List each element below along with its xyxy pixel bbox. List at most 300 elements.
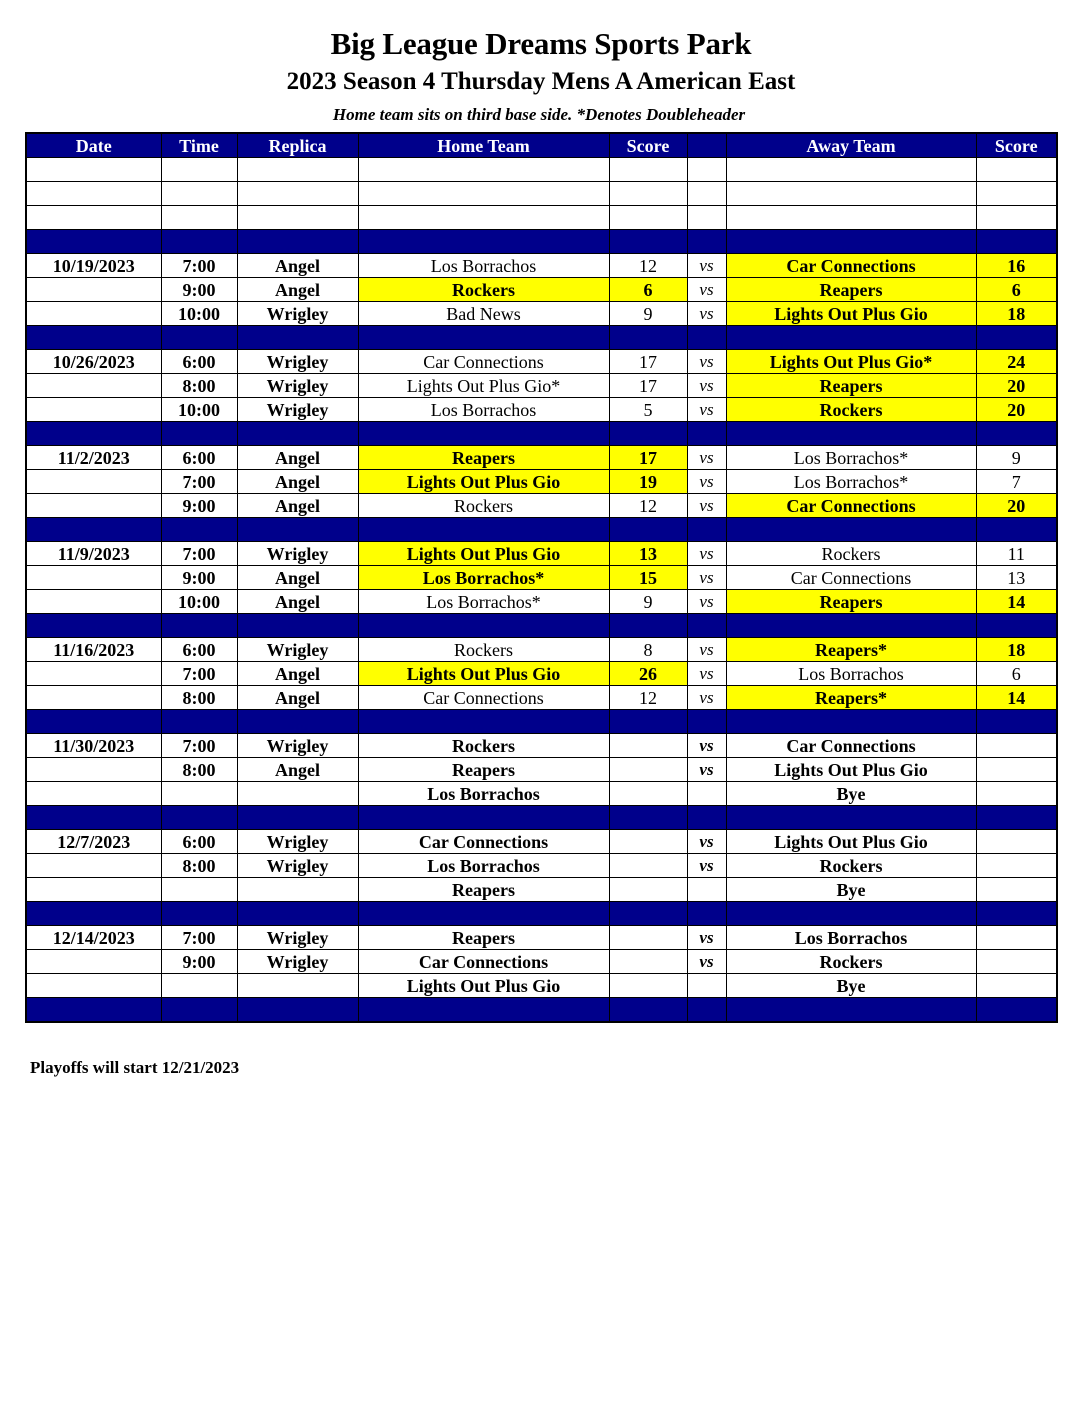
game-row xyxy=(26,446,1057,470)
vs-cell: vs xyxy=(687,374,726,398)
home-team-cell: Los Borrachos* xyxy=(358,590,609,614)
away-score-cell: 24 xyxy=(976,350,1057,374)
divider-cell xyxy=(687,710,726,734)
game-row xyxy=(26,254,1057,278)
date-cell: 12/14/2023 xyxy=(26,926,161,950)
replica-cell xyxy=(237,782,358,806)
replica-cell: Wrigley xyxy=(237,374,358,398)
blank-cell xyxy=(687,206,726,230)
home-team-cell: Rockers xyxy=(358,494,609,518)
col-header-time: Time xyxy=(161,133,237,158)
blank-row xyxy=(26,182,1057,206)
divider-cell xyxy=(609,902,687,926)
divider-cell xyxy=(237,230,358,254)
divider-cell xyxy=(609,230,687,254)
blank-cell xyxy=(26,158,161,182)
divider-cell xyxy=(161,518,237,542)
divider-cell xyxy=(726,326,976,350)
date-cell: 11/16/2023 xyxy=(26,638,161,662)
away-team-cell: Rockers xyxy=(726,542,976,566)
game-row xyxy=(26,350,1057,374)
divider-cell xyxy=(161,998,237,1023)
game-row xyxy=(26,542,1057,566)
date-cell: 11/9/2023 xyxy=(26,542,161,566)
page-subtitle: 2023 Season 4 Thursday Mens A American East xyxy=(286,68,796,95)
home-team-cell: Car Connections xyxy=(358,350,609,374)
home-score-cell: 5 xyxy=(609,398,687,422)
game-row xyxy=(26,638,1057,662)
vs-cell: vs xyxy=(687,398,726,422)
away-team-cell: Lights Out Plus Gio xyxy=(726,830,976,854)
divider-cell xyxy=(609,806,687,830)
divider-cell xyxy=(726,614,976,638)
home-team-cell: Car Connections xyxy=(358,686,609,710)
time-cell: 10:00 xyxy=(161,302,237,326)
game-row xyxy=(26,926,1057,950)
time-cell: 9:00 xyxy=(161,278,237,302)
home-score-cell: 17 xyxy=(609,374,687,398)
divider-row xyxy=(26,518,1057,542)
time-cell: 8:00 xyxy=(161,374,237,398)
vs-cell xyxy=(687,782,726,806)
divider-cell xyxy=(26,422,161,446)
replica-cell: Angel xyxy=(237,662,358,686)
vs-cell: vs xyxy=(687,950,726,974)
home-team-cell: Lights Out Plus Gio xyxy=(358,662,609,686)
away-team-cell: Reapers xyxy=(726,590,976,614)
time-cell: 10:00 xyxy=(161,398,237,422)
home-team-cell: Reapers xyxy=(358,758,609,782)
divider-cell xyxy=(687,230,726,254)
divider-cell xyxy=(237,902,358,926)
vs-cell: vs xyxy=(687,926,726,950)
replica-cell: Wrigley xyxy=(237,302,358,326)
divider-cell xyxy=(976,902,1057,926)
date-cell xyxy=(26,302,161,326)
date-cell xyxy=(26,590,161,614)
date-cell xyxy=(26,950,161,974)
col-header-replica: Replica xyxy=(237,133,358,158)
divider-row xyxy=(26,422,1057,446)
divider-cell xyxy=(687,326,726,350)
vs-cell: vs xyxy=(687,590,726,614)
blank-cell xyxy=(26,206,161,230)
divider-cell xyxy=(358,710,609,734)
col-header-vs xyxy=(687,133,726,158)
game-row xyxy=(26,734,1057,758)
schedule-table xyxy=(25,132,1058,1023)
date-cell: 11/30/2023 xyxy=(26,734,161,758)
page-title: Big League Dreams Sports Park xyxy=(330,26,752,61)
divider-cell xyxy=(237,422,358,446)
away-team-cell: Car Connections xyxy=(726,254,976,278)
home-team-cell: Los Borrachos xyxy=(358,854,609,878)
date-cell xyxy=(26,686,161,710)
divider-cell xyxy=(161,614,237,638)
home-team-cell: Los Borrachos* xyxy=(358,566,609,590)
away-team-cell: Car Connections xyxy=(726,494,976,518)
blank-cell xyxy=(161,158,237,182)
date-cell: 12/7/2023 xyxy=(26,830,161,854)
divider-cell xyxy=(726,710,976,734)
home-team-cell: Bad News xyxy=(358,302,609,326)
blank-cell xyxy=(161,206,237,230)
divider-cell xyxy=(976,998,1057,1023)
time-cell: 7:00 xyxy=(161,470,237,494)
vs-cell: vs xyxy=(687,470,726,494)
time-cell: 9:00 xyxy=(161,950,237,974)
divider-cell xyxy=(26,230,161,254)
time-cell: 7:00 xyxy=(161,254,237,278)
away-score-cell: 9 xyxy=(976,446,1057,470)
replica-cell: Angel xyxy=(237,278,358,302)
home-score-cell: 9 xyxy=(609,590,687,614)
game-row xyxy=(26,662,1057,686)
replica-cell: Angel xyxy=(237,686,358,710)
divider-cell xyxy=(161,902,237,926)
vs-cell: vs xyxy=(687,278,726,302)
date-cell xyxy=(26,854,161,878)
replica-cell: Angel xyxy=(237,446,358,470)
divider-cell xyxy=(161,806,237,830)
home-score-cell xyxy=(609,830,687,854)
game-row xyxy=(26,974,1057,998)
game-row xyxy=(26,782,1057,806)
time-cell: 6:00 xyxy=(161,830,237,854)
home-team-cell: Los Borrachos xyxy=(358,782,609,806)
time-cell: 6:00 xyxy=(161,638,237,662)
divider-row xyxy=(26,806,1057,830)
blank-row xyxy=(26,158,1057,182)
divider-cell xyxy=(609,710,687,734)
divider-cell xyxy=(161,710,237,734)
divider-cell xyxy=(161,326,237,350)
divider-cell xyxy=(976,710,1057,734)
divider-cell xyxy=(976,518,1057,542)
replica-cell: Wrigley xyxy=(237,542,358,566)
blank-row xyxy=(26,206,1057,230)
replica-cell xyxy=(237,878,358,902)
home-score-cell xyxy=(609,878,687,902)
blank-cell xyxy=(726,182,976,206)
replica-cell: Wrigley xyxy=(237,854,358,878)
game-row xyxy=(26,398,1057,422)
away-team-cell: Rockers xyxy=(726,398,976,422)
game-row xyxy=(26,302,1057,326)
away-score-cell xyxy=(976,782,1057,806)
replica-cell: Wrigley xyxy=(237,926,358,950)
game-row xyxy=(26,278,1057,302)
divider-cell xyxy=(976,422,1057,446)
vs-cell xyxy=(687,974,726,998)
divider-row xyxy=(26,614,1057,638)
divider-cell xyxy=(358,518,609,542)
home-team-cell: Lights Out Plus Gio* xyxy=(358,374,609,398)
divider-cell xyxy=(726,518,976,542)
home-team-cell: Lights Out Plus Gio xyxy=(358,974,609,998)
home-score-cell: 17 xyxy=(609,350,687,374)
away-score-cell xyxy=(976,878,1057,902)
col-header-away-score: Score xyxy=(976,133,1057,158)
replica-cell: Wrigley xyxy=(237,734,358,758)
away-team-cell: Lights Out Plus Gio* xyxy=(726,350,976,374)
vs-cell: vs xyxy=(687,758,726,782)
divider-cell xyxy=(237,710,358,734)
date-cell xyxy=(26,878,161,902)
away-score-cell xyxy=(976,734,1057,758)
divider-cell xyxy=(726,902,976,926)
replica-cell: Angel xyxy=(237,758,358,782)
home-team-cell: Los Borrachos xyxy=(358,398,609,422)
col-header-home-score: Score xyxy=(609,133,687,158)
away-score-cell: 20 xyxy=(976,494,1057,518)
home-team-cell: Lights Out Plus Gio xyxy=(358,470,609,494)
divider-cell xyxy=(161,230,237,254)
away-team-cell: Reapers xyxy=(726,278,976,302)
date-cell: 11/2/2023 xyxy=(26,446,161,470)
away-team-cell: Lights Out Plus Gio xyxy=(726,758,976,782)
game-row xyxy=(26,470,1057,494)
vs-cell: vs xyxy=(687,302,726,326)
away-team-cell: Bye xyxy=(726,782,976,806)
home-score-cell: 12 xyxy=(609,494,687,518)
divider-cell xyxy=(726,230,976,254)
away-team-cell: Rockers xyxy=(726,854,976,878)
home-score-cell xyxy=(609,758,687,782)
blank-cell xyxy=(358,182,609,206)
vs-cell: vs xyxy=(687,854,726,878)
home-score-cell xyxy=(609,734,687,758)
time-cell: 10:00 xyxy=(161,590,237,614)
away-team-cell: Los Borrachos xyxy=(726,926,976,950)
divider-row xyxy=(26,710,1057,734)
divider-cell xyxy=(726,422,976,446)
divider-cell xyxy=(726,806,976,830)
divider-cell xyxy=(237,806,358,830)
game-row xyxy=(26,590,1057,614)
home-team-cell: Car Connections xyxy=(358,830,609,854)
home-team-cell: Reapers xyxy=(358,878,609,902)
playoffs-note: Playoffs will start 12/21/2023 xyxy=(30,1058,240,1077)
divider-cell xyxy=(976,230,1057,254)
date-cell xyxy=(26,470,161,494)
home-score-cell xyxy=(609,950,687,974)
away-score-cell xyxy=(976,830,1057,854)
divider-cell xyxy=(26,710,161,734)
divider-row xyxy=(26,326,1057,350)
away-score-cell: 18 xyxy=(976,638,1057,662)
col-header-away-team: Away Team xyxy=(726,133,976,158)
away-team-cell: Los Borrachos* xyxy=(726,470,976,494)
home-score-cell xyxy=(609,782,687,806)
home-team-cell: Lights Out Plus Gio xyxy=(358,542,609,566)
divider-cell xyxy=(976,806,1057,830)
divider-cell xyxy=(726,998,976,1023)
blank-cell xyxy=(726,206,976,230)
time-cell: 7:00 xyxy=(161,662,237,686)
date-cell xyxy=(26,974,161,998)
blank-cell xyxy=(237,182,358,206)
home-score-cell xyxy=(609,854,687,878)
divider-cell xyxy=(237,614,358,638)
time-cell: 7:00 xyxy=(161,542,237,566)
away-team-cell: Reapers* xyxy=(726,638,976,662)
away-team-cell: Bye xyxy=(726,878,976,902)
blank-cell xyxy=(976,158,1057,182)
home-score-cell: 19 xyxy=(609,470,687,494)
vs-cell: vs xyxy=(687,686,726,710)
vs-cell: vs xyxy=(687,542,726,566)
divider-cell xyxy=(26,326,161,350)
time-cell: 9:00 xyxy=(161,566,237,590)
away-score-cell: 20 xyxy=(976,398,1057,422)
away-team-cell: Rockers xyxy=(726,950,976,974)
divider-cell xyxy=(26,902,161,926)
home-score-cell: 13 xyxy=(609,542,687,566)
home-score-cell: 15 xyxy=(609,566,687,590)
divider-row xyxy=(26,902,1057,926)
vs-cell: vs xyxy=(687,734,726,758)
divider-cell xyxy=(609,518,687,542)
time-cell: 8:00 xyxy=(161,686,237,710)
divider-cell xyxy=(358,998,609,1023)
home-team-cell: Rockers xyxy=(358,638,609,662)
blank-cell xyxy=(358,206,609,230)
home-score-cell: 26 xyxy=(609,662,687,686)
divider-cell xyxy=(687,998,726,1023)
game-row xyxy=(26,566,1057,590)
divider-cell xyxy=(26,614,161,638)
divider-cell xyxy=(237,998,358,1023)
blank-cell xyxy=(609,182,687,206)
date-cell xyxy=(26,374,161,398)
game-row xyxy=(26,878,1057,902)
home-score-cell: 17 xyxy=(609,446,687,470)
away-score-cell: 7 xyxy=(976,470,1057,494)
game-row xyxy=(26,758,1057,782)
divider-cell xyxy=(609,422,687,446)
blank-cell xyxy=(161,182,237,206)
away-score-cell: 14 xyxy=(976,686,1057,710)
divider-row xyxy=(26,230,1057,254)
date-cell xyxy=(26,782,161,806)
home-score-cell: 8 xyxy=(609,638,687,662)
away-team-cell: Reapers* xyxy=(726,686,976,710)
date-cell: 10/26/2023 xyxy=(26,350,161,374)
replica-cell: Angel xyxy=(237,494,358,518)
away-score-cell: 20 xyxy=(976,374,1057,398)
schedule-note: Home team sits on third base side. *Denotes Doubleheader xyxy=(332,105,746,124)
replica-cell: Wrigley xyxy=(237,398,358,422)
date-cell xyxy=(26,398,161,422)
away-team-cell: Los Borrachos* xyxy=(726,446,976,470)
away-score-cell: 6 xyxy=(976,662,1057,686)
divider-cell xyxy=(687,518,726,542)
date-cell xyxy=(26,278,161,302)
divider-cell xyxy=(358,230,609,254)
vs-cell xyxy=(687,878,726,902)
schedule-body xyxy=(26,158,1057,1023)
away-team-cell: Bye xyxy=(726,974,976,998)
home-score-cell: 6 xyxy=(609,278,687,302)
away-score-cell: 14 xyxy=(976,590,1057,614)
away-team-cell: Lights Out Plus Gio xyxy=(726,302,976,326)
date-cell xyxy=(26,566,161,590)
time-cell xyxy=(161,782,237,806)
divider-cell xyxy=(687,614,726,638)
time-cell: 8:00 xyxy=(161,854,237,878)
blank-cell xyxy=(976,182,1057,206)
col-header-date: Date xyxy=(26,133,161,158)
blank-cell xyxy=(726,158,976,182)
home-score-cell: 9 xyxy=(609,302,687,326)
away-team-cell: Car Connections xyxy=(726,734,976,758)
blank-cell xyxy=(26,182,161,206)
divider-cell xyxy=(609,998,687,1023)
col-header-home-team: Home Team xyxy=(358,133,609,158)
away-score-cell xyxy=(976,974,1057,998)
away-score-cell: 6 xyxy=(976,278,1057,302)
home-team-cell: Reapers xyxy=(358,926,609,950)
blank-cell xyxy=(687,158,726,182)
time-cell: 7:00 xyxy=(161,734,237,758)
replica-cell: Wrigley xyxy=(237,830,358,854)
replica-cell: Angel xyxy=(237,470,358,494)
blank-cell xyxy=(976,206,1057,230)
divider-row xyxy=(26,998,1057,1023)
home-team-cell: Car Connections xyxy=(358,950,609,974)
replica-cell: Wrigley xyxy=(237,638,358,662)
vs-cell: vs xyxy=(687,350,726,374)
blank-cell xyxy=(687,182,726,206)
away-score-cell xyxy=(976,854,1057,878)
divider-cell xyxy=(609,326,687,350)
blank-cell xyxy=(609,206,687,230)
divider-cell xyxy=(976,614,1057,638)
game-row xyxy=(26,950,1057,974)
replica-cell: Wrigley xyxy=(237,350,358,374)
time-cell: 6:00 xyxy=(161,350,237,374)
away-score-cell xyxy=(976,950,1057,974)
away-score-cell: 11 xyxy=(976,542,1057,566)
home-team-cell: Reapers xyxy=(358,446,609,470)
away-team-cell: Reapers xyxy=(726,374,976,398)
divider-cell xyxy=(976,326,1057,350)
date-cell: 10/19/2023 xyxy=(26,254,161,278)
home-score-cell xyxy=(609,926,687,950)
divider-cell xyxy=(358,326,609,350)
divider-cell xyxy=(358,614,609,638)
away-score-cell xyxy=(976,758,1057,782)
time-cell: 6:00 xyxy=(161,446,237,470)
away-team-cell: Car Connections xyxy=(726,566,976,590)
vs-cell: vs xyxy=(687,638,726,662)
vs-cell: vs xyxy=(687,830,726,854)
replica-cell: Angel xyxy=(237,590,358,614)
vs-cell: vs xyxy=(687,662,726,686)
replica-cell: Angel xyxy=(237,566,358,590)
home-team-cell: Los Borrachos xyxy=(358,254,609,278)
vs-cell: vs xyxy=(687,494,726,518)
divider-cell xyxy=(358,902,609,926)
divider-cell xyxy=(26,518,161,542)
replica-cell: Wrigley xyxy=(237,950,358,974)
time-cell: 8:00 xyxy=(161,758,237,782)
home-score-cell: 12 xyxy=(609,254,687,278)
away-team-cell: Los Borrachos xyxy=(726,662,976,686)
home-team-cell: Rockers xyxy=(358,734,609,758)
time-cell: 9:00 xyxy=(161,494,237,518)
